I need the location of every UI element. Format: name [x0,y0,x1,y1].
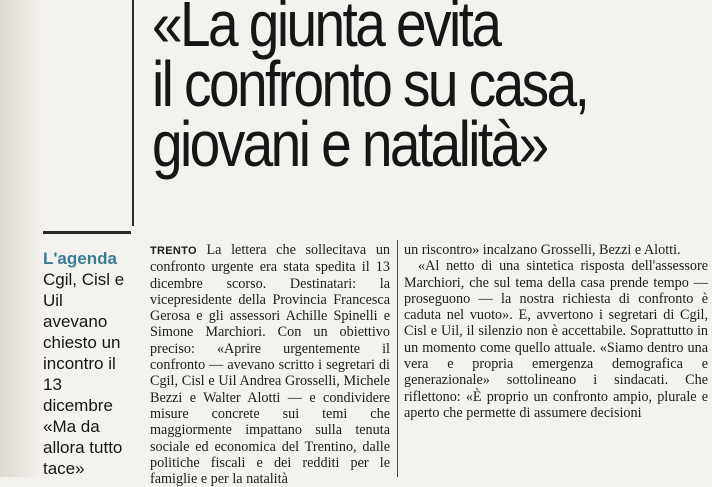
headline-line-1: «La giunta evita [152,0,500,60]
headline-divider [132,0,134,226]
article-paragraph: un riscontro» incalzano Grosselli, Bezzi e Alotti. [404,242,681,258]
agenda-kicker: L'agenda [43,249,117,268]
page-edge-shade [0,0,43,477]
headline [152,0,634,180]
article-column-2 [404,242,708,421]
headline-line-3: giovani e natalità» [152,108,547,180]
column-divider [397,240,398,477]
headline-line-2: il confronto su casa, [152,48,588,120]
agenda-box [43,231,131,479]
article-column-1 [150,242,390,487]
article-body-1: La lettera che sollecitava un confronto urgente era stata spedita il 13 dicembre scorso. Destinatari: la vicepresidente della Provincia Francesca Gerosa e gli assessori Achille Spinelli e Simone Marchiori. Con un obiettivo preciso: «Aprire urgentemente il confronto — avevano scritto i segretari di Cgil, Cisl e Uil Andrea Grosselli, Michele Bezzi e Walter Alotti — e condividere misure concrete sui temi che maggiormente impattano sulla tenuta sociale ed economica del Trentino, dalle politiche fiscali e dei redditi per le famiglie e per la natalità [150,242,391,487]
article-paragraph: «Al netto di una sintetica risposta dell'assessore Marchiori, che sul tema della casa prende tempo — proseguono — la nostra richiesta di confronto è caduta nel vuoto». E, avvertono i segretari di Cgil, Cisl e Uil, il silenzio non è accettabile. Soprattutto in un momento come quello attuale. «Siamo dentro una vera e propria emergenza demografica e generazionale» sottolineano i sindacati. Che riflettono: «È proprio un confronto ampio, plurale e aperto che permette di assumere decisioni [404,258,708,421]
agenda-text: Cgil, Cisl e Uil avevano chiesto un incontro il 13 dicembre «Ma da allora tutto tace» [43,270,125,478]
dateline: TRENTO [150,245,197,257]
